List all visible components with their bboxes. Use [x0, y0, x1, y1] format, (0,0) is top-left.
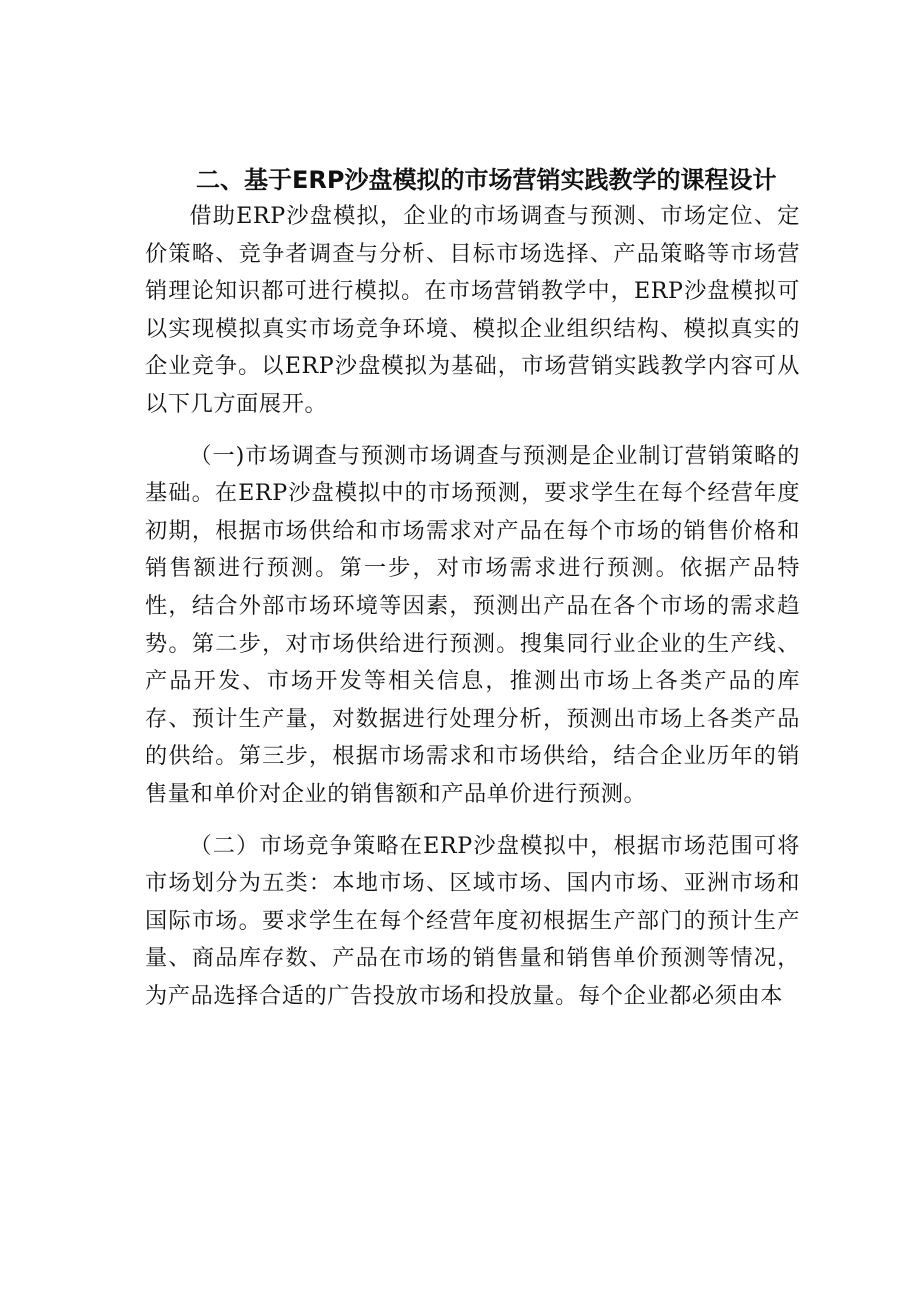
paragraph-intro: 借助ERP沙盘模拟，企业的市场调查与预测、市场定位、定价策略、竞争者调查与分析、目标市场选择、产品策略等市场营销理论知识都可进行模拟。在市场营销教学中，ERP沙盘模拟可以实现模拟真实市场竞争环境、模拟企业组织结构、模拟真实的企业竞争。以ERP沙盘模拟为基础，市场营销实践教学内容可从以下几方面展开。: [145, 203, 800, 417]
section-heading: 二、基于ERP沙盘模拟的市场营销实践教学的课程设计: [196, 166, 777, 194]
paragraph-market-research: （一)市场调查与预测市场调查与预测是企业制订营销策略的基础。在ERP沙盘模拟中的市场预测，要求学生在每个经营年度初期，根据市场供给和市场需求对产品在每个市场的销售价格和销售额进行预测。第一步，对市场需求进行预测。依据产品特性，结合外部市场环境等因素，预测出产品在各个市场的需求趋势。第二步，对市场供给进行预测。搜集同行业企业的生产线、产品开发、市场开发等相关信息，推测出市场上各类产品的库存、预计生产量，对数据进行处理分析，预测出市场上各类产品的供给。第三步，根据市场需求和市场供给，结合企业历年的销售量和单价对企业的销售额和产品单价进行预测。: [145, 442, 800, 807]
paragraph-competition-strategy: （二）市场竞争策略在ERP沙盘模拟中，根据市场范围可将市场划分为五类：本地市场、区域市场、国内市场、亚洲市场和国际市场。要求学生在每个经营年度初根据生产部门的预计生产量、商品库存数、产品在市场的销售量和销售单价预测等情况，为产品选择合适的广告投放市场和投放量。每个企业都必须由本: [145, 832, 800, 1009]
body-text: [145, 198, 800, 1015]
